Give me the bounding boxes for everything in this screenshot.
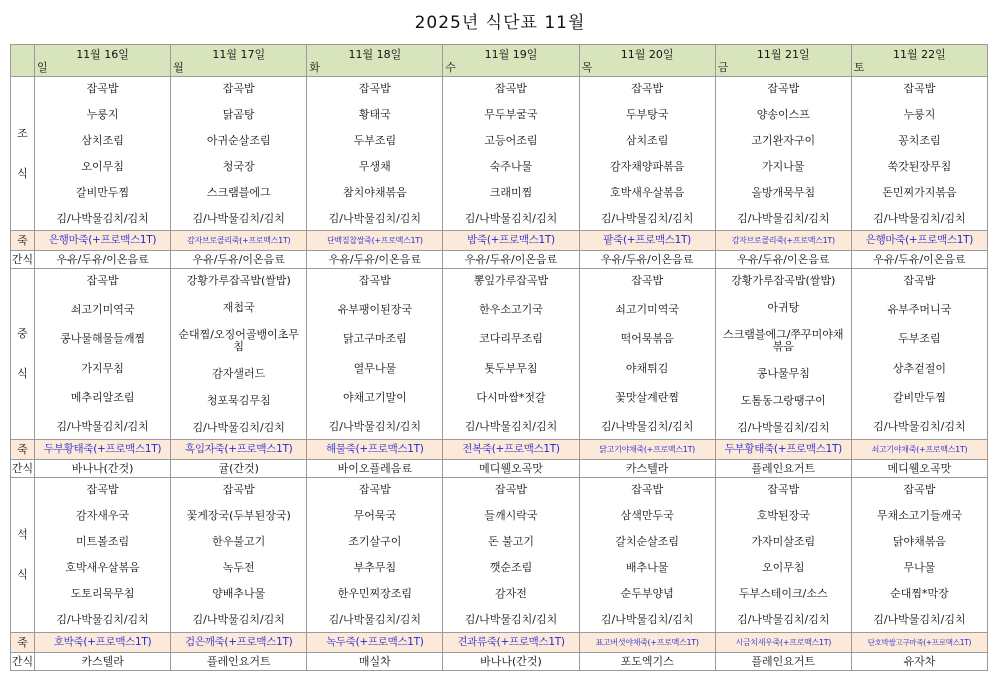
dish-item: 누룽지 — [86, 107, 119, 121]
day-header: 11월 21일 금 — [715, 45, 851, 77]
dish-item: 잡곡밥 — [631, 482, 664, 496]
dish-item: 김/나박물김치/김치 — [600, 420, 694, 434]
porridge-cell: 녹두죽(+프로맥스1T) — [307, 633, 443, 653]
snack-cell: 포도엑기스 — [579, 653, 715, 671]
dish-item: 가자미살조림 — [751, 534, 816, 548]
dinner-cell — [443, 478, 579, 633]
header-corner — [11, 45, 35, 77]
dish-item: 스크램블에그/쭈꾸미야채볶음 — [722, 327, 844, 353]
dish-item: 청국장 — [222, 159, 255, 173]
dish-list — [716, 481, 851, 630]
dish-item: 배추나물 — [625, 561, 669, 575]
dish-item: 무채소고기들깨국 — [876, 508, 962, 522]
breakfast-snack-row — [11, 251, 988, 269]
dish-list — [443, 80, 578, 228]
dish-item: 삼치조림 — [81, 133, 124, 147]
dish-item: 아귀탕 — [767, 300, 800, 314]
dish-item: 잡곡밥 — [358, 81, 391, 95]
dish-item: 김/나박물김치/김치 — [192, 211, 285, 225]
dish-list — [35, 272, 170, 437]
dish-item: 잡곡밥 — [495, 81, 527, 95]
dish-item: 올방개묵무침 — [751, 185, 816, 199]
snack-cell: 카스텔라 — [35, 653, 171, 671]
dish-item: 잡곡밥 — [903, 482, 936, 496]
dish-item: 순대찜*막장 — [890, 587, 949, 601]
page-title: 2025년 식단표 11월 — [414, 13, 586, 33]
lunch-cell — [171, 269, 307, 440]
dish-item: 김/나박물김치/김치 — [464, 211, 558, 225]
dish-list — [580, 272, 715, 437]
snack-cell: 매실차 — [307, 653, 443, 671]
porridge-cell: 호박죽(+프로맥스1T) — [35, 633, 171, 653]
dish-item: 갈비만두찜 — [892, 391, 946, 405]
dish-item: 두부조림 — [898, 332, 941, 346]
porridge-cell: 흑임자죽(+프로맥스1T) — [171, 440, 307, 460]
dish-list — [852, 272, 987, 437]
porridge-cell: 표고버섯야채죽(+프로맥스1T) — [579, 633, 715, 653]
dish-item: 잡곡밥 — [222, 81, 255, 95]
dinner-porridge-row — [11, 633, 988, 653]
dish-item: 김/나박물김치/김치 — [737, 613, 830, 627]
dish-list — [716, 80, 851, 228]
porridge-cell: 단백질찹쌀죽(+프로맥스1T) — [307, 231, 443, 251]
porridge-cell: 은행마죽(+프로맥스1T) — [851, 231, 987, 251]
dish-list — [852, 80, 987, 228]
snack-cell: 우유/두유/이온음료 — [579, 251, 715, 269]
snack-cell: 플레인요거트 — [715, 460, 851, 478]
snack-label: 간식 — [11, 460, 35, 478]
snack-cell: 플레인요거트 — [171, 653, 307, 671]
dish-item: 무어묵국 — [353, 508, 397, 522]
dish-item: 메추리알조림 — [70, 391, 135, 405]
dish-item: 누룽지 — [903, 107, 936, 121]
breakfast-row — [11, 77, 988, 231]
dish-item: 감자전 — [495, 587, 527, 601]
dish-list — [35, 80, 170, 228]
dish-item: 부추무침 — [353, 561, 397, 575]
dish-item: 가지무침 — [81, 361, 124, 375]
porridge-cell: 전복죽(+프로맥스1T) — [443, 440, 579, 460]
dish-list — [35, 481, 170, 630]
dish-item: 김/나박물김치/김치 — [464, 420, 558, 434]
snack-cell: 메디웰오곡맛 — [851, 460, 987, 478]
dish-item: 김/나박물김치/김치 — [737, 420, 830, 434]
dish-item: 미트볼조림 — [76, 534, 130, 548]
dish-item: 가지나물 — [762, 159, 805, 173]
dish-item: 강황가루잡곡밥(쌀밥) — [186, 273, 291, 287]
dish-item: 잡곡밥 — [358, 273, 391, 287]
dish-item: 김/나박물김치/김치 — [873, 613, 966, 627]
dish-item: 삼치조림 — [625, 133, 669, 147]
dish-item: 잡곡밥 — [903, 273, 936, 287]
dish-item: 김/나박물김치/김치 — [737, 211, 830, 225]
porridge-cell: 두부황태죽(+프로맥스1T) — [715, 440, 851, 460]
porridge-cell: 단호박쌀고구마죽(+프로맥스1T) — [851, 633, 987, 653]
dish-item: 감자샐러드 — [212, 366, 266, 380]
dish-item: 스크램블에그 — [206, 185, 271, 199]
dish-item: 도톰동그랑땡구이 — [740, 393, 826, 407]
dish-item: 꽁치조림 — [898, 133, 941, 147]
breakfast-cell — [443, 77, 579, 231]
breakfast-cell — [579, 77, 715, 231]
dish-list — [307, 481, 442, 630]
dish-list — [307, 80, 442, 228]
dish-item: 깻순조림 — [489, 561, 533, 575]
dish-item: 감자채양파볶음 — [609, 159, 685, 173]
dish-item: 꽃게장국(두부된장국) — [186, 508, 291, 522]
dish-item: 잡곡밥 — [767, 81, 800, 95]
dish-item: 황태국 — [358, 107, 391, 121]
snack-cell: 바나나(간것) — [443, 653, 579, 671]
dish-item: 쇠고기미역국 — [70, 302, 135, 316]
dish-item: 순대찜/오징어골뱅이초무침 — [178, 327, 299, 353]
dish-item: 닭곰탕 — [222, 107, 255, 121]
snack-cell: 귤(간것) — [171, 460, 307, 478]
dish-item: 갈치순살조림 — [615, 534, 680, 548]
snack-cell: 바이오플레음료 — [307, 460, 443, 478]
breakfast-cell — [171, 77, 307, 231]
dish-item: 호박된장국 — [756, 508, 810, 522]
lunch-cell — [35, 269, 171, 440]
dish-list — [443, 272, 578, 437]
porridge-label: 죽 — [11, 231, 35, 251]
snack-cell: 바나나(간것) — [35, 460, 171, 478]
dish-item: 유부주머니국 — [887, 302, 952, 316]
dinner-cell — [715, 478, 851, 633]
day-header: 11월 17일 월 — [171, 45, 307, 77]
dish-list — [307, 272, 442, 437]
dish-item: 콩나물해물들깨찜 — [60, 332, 146, 346]
dish-list — [580, 80, 715, 228]
dish-item: 오이무침 — [81, 159, 124, 173]
dish-item: 크래미찜 — [489, 185, 533, 199]
dinner-cell — [171, 478, 307, 633]
breakfast-cell — [715, 77, 851, 231]
breakfast-label: 조 식 — [11, 77, 35, 231]
dish-item: 쇠고기미역국 — [615, 302, 680, 316]
dish-item: 무두부굴국 — [484, 107, 538, 121]
dinner-cell — [579, 478, 715, 633]
dinner-cell — [307, 478, 443, 633]
snack-cell: 우유/두유/이온음료 — [35, 251, 171, 269]
dish-item: 야채튀김 — [625, 361, 669, 375]
dish-item: 오이무침 — [762, 561, 805, 575]
dish-item: 김/나박물김치/김치 — [328, 211, 422, 225]
dish-item: 돈민찌가지볶음 — [882, 185, 957, 199]
dish-item: 다시마쌈*젓갈 — [476, 391, 546, 405]
dinner-row — [11, 478, 988, 633]
dish-item: 고등어조림 — [484, 133, 538, 147]
breakfast-cell — [851, 77, 987, 231]
dish-item: 감자새우국 — [76, 508, 130, 522]
dish-item: 조기살구이 — [348, 534, 402, 548]
dish-item: 재첩국 — [222, 300, 255, 314]
dish-item: 김/나박물김치/김치 — [56, 420, 149, 434]
snack-cell: 우유/두유/이온음료 — [171, 251, 307, 269]
snack-cell: 우유/두유/이온음료 — [715, 251, 851, 269]
dish-item: 김/나박물김치/김치 — [873, 420, 966, 434]
day-header: 11월 19일 수 — [443, 45, 579, 77]
dish-item: 김/나박물김치/김치 — [56, 613, 149, 627]
dish-item: 돈 불고기 — [487, 534, 534, 548]
dish-item: 톳두부무침 — [484, 361, 538, 375]
dish-item: 코다리무조림 — [479, 332, 543, 346]
dish-item: 김/나박물김치/김치 — [600, 613, 694, 627]
dish-item: 잡곡밥 — [86, 482, 119, 496]
porridge-cell: 팥죽(+프로맥스1T) — [579, 231, 715, 251]
lunch-cell — [851, 269, 987, 440]
dish-item: 한우소고기국 — [479, 302, 543, 316]
snack-cell: 유자차 — [851, 653, 987, 671]
dish-item: 한우불고기 — [212, 534, 266, 548]
dish-item: 양송이스프 — [756, 107, 810, 121]
snack-cell: 플레인요거트 — [715, 653, 851, 671]
lunch-cell — [579, 269, 715, 440]
dish-item: 떡어묵볶음 — [620, 332, 674, 346]
porridge-cell: 두부황태죽(+프로맥스1T) — [35, 440, 171, 460]
dinner-label: 석 식 — [11, 478, 35, 633]
dish-list — [171, 481, 306, 630]
dish-item: 잡곡밥 — [495, 482, 527, 496]
day-header: 11월 22일 토 — [851, 45, 987, 77]
dish-item: 숙주나물 — [489, 159, 533, 173]
dish-list — [443, 481, 578, 630]
lunch-row — [11, 269, 988, 440]
dish-item: 잡곡밥 — [767, 482, 800, 496]
dish-item: 호박새우살볶음 — [609, 185, 685, 199]
header-row — [11, 45, 988, 77]
dish-item: 김/나박물김치/김치 — [192, 613, 285, 627]
dish-item: 들깨시락국 — [484, 508, 538, 522]
dish-item: 무생채 — [358, 159, 391, 173]
dish-item: 두부스테이크/소스 — [738, 587, 828, 601]
snack-cell: 우유/두유/이온음료 — [443, 251, 579, 269]
dish-item: 콩나물무침 — [756, 366, 810, 380]
day-header: 11월 18일 화 — [307, 45, 443, 77]
dish-item: 갈비만두찜 — [76, 185, 130, 199]
porridge-cell: 쇠고기야채죽(+프로맥스1T) — [851, 440, 987, 460]
snack-cell: 카스텔라 — [579, 460, 715, 478]
dish-item: 청포묵김무침 — [206, 393, 271, 407]
porridge-cell: 시금치새우죽(+프로맥스1T) — [715, 633, 851, 653]
dish-list — [171, 272, 306, 437]
porridge-cell: 닭고기야채죽(+프로맥스1T) — [579, 440, 715, 460]
dish-item: 잡곡밥 — [86, 81, 119, 95]
porridge-label: 죽 — [11, 633, 35, 653]
porridge-cell: 밤죽(+프로맥스1T) — [443, 231, 579, 251]
breakfast-cell — [35, 77, 171, 231]
snack-cell: 우유/두유/이온음료 — [851, 251, 987, 269]
snack-cell: 우유/두유/이온음료 — [307, 251, 443, 269]
lunch-cell — [443, 269, 579, 440]
dinner-cell — [35, 478, 171, 633]
dish-item: 잡곡밥 — [631, 273, 664, 287]
dish-item: 삼색만두국 — [620, 508, 674, 522]
lunch-cell — [307, 269, 443, 440]
dish-item: 양배추나물 — [212, 587, 266, 601]
lunch-cell — [715, 269, 851, 440]
snack-label: 간식 — [11, 653, 35, 671]
dish-item: 야채고기말이 — [342, 391, 407, 405]
dish-item: 잡곡밥 — [631, 81, 664, 95]
dish-item: 무나물 — [903, 561, 936, 575]
porridge-cell: 감자브로콜리죽(+프로맥스1T) — [715, 231, 851, 251]
lunch-porridge-row — [11, 440, 988, 460]
dish-item: 열무나물 — [353, 361, 397, 375]
dish-item: 잡곡밥 — [358, 482, 391, 496]
dish-item: 잡곡밥 — [86, 273, 119, 287]
breakfast-cell — [307, 77, 443, 231]
dish-item: 김/나박물김치/김치 — [328, 420, 422, 434]
dish-item: 김/나박물김치/김치 — [873, 211, 966, 225]
porridge-cell: 감자브로콜리죽(+프로맥스1T) — [171, 231, 307, 251]
day-header: 11월 16일 일 — [35, 45, 171, 77]
day-header: 11월 20일 목 — [579, 45, 715, 77]
porridge-cell: 해물죽(+프로맥스1T) — [307, 440, 443, 460]
dish-item: 꽃맛살계란찜 — [615, 391, 680, 405]
dish-item: 두부탕국 — [625, 107, 669, 121]
dish-list — [171, 80, 306, 228]
breakfast-porridge-row — [11, 231, 988, 251]
dish-item: 김/나박물김치/김치 — [464, 613, 558, 627]
dish-item: 호박새우살볶음 — [65, 561, 140, 575]
lunch-label: 중 식 — [11, 269, 35, 440]
dish-item: 유부팽이된장국 — [337, 302, 413, 316]
dish-item: 김/나박물김치/김치 — [328, 613, 422, 627]
dish-item: 두부조림 — [353, 133, 397, 147]
dish-item: 쑥갓된장무침 — [887, 159, 952, 173]
dish-item: 잡곡밥 — [222, 482, 255, 496]
dish-item: 닭고구마조림 — [342, 332, 407, 346]
snack-cell: 메디웰오곡맛 — [443, 460, 579, 478]
dish-item: 뽕잎가루잡곡밥 — [473, 273, 549, 287]
porridge-label: 죽 — [11, 440, 35, 460]
meal-table — [10, 44, 988, 671]
dish-list — [580, 481, 715, 630]
dish-item: 김/나박물김치/김치 — [192, 420, 285, 434]
dinner-snack-row — [11, 653, 988, 671]
dish-item: 강황가루잡곡밥(쌀밥) — [731, 273, 836, 287]
porridge-cell: 견과류죽(+프로맥스1T) — [443, 633, 579, 653]
dish-item: 상추겉절이 — [892, 361, 946, 375]
lunch-snack-row — [11, 460, 988, 478]
dinner-cell — [851, 478, 987, 633]
dish-item: 순두부양념 — [620, 587, 674, 601]
porridge-cell: 은행마죽(+프로맥스1T) — [35, 231, 171, 251]
dish-item: 녹두전 — [222, 561, 255, 575]
dish-item: 한우민찌장조림 — [337, 587, 413, 601]
porridge-cell: 검은깨죽(+프로맥스1T) — [171, 633, 307, 653]
snack-label: 간식 — [11, 251, 35, 269]
dish-item: 김/나박물김치/김치 — [600, 211, 694, 225]
dish-item: 닭야채볶음 — [892, 534, 946, 548]
dish-item: 잡곡밥 — [903, 81, 936, 95]
dish-list — [852, 481, 987, 630]
dish-item: 참치야채볶음 — [342, 185, 407, 199]
dish-list — [716, 272, 851, 437]
dish-item: 아귀순살조림 — [206, 133, 271, 147]
dish-item: 고기완자구이 — [751, 133, 816, 147]
dish-item: 도토리묵무침 — [70, 587, 135, 601]
dish-item: 김/나박물김치/김치 — [56, 211, 149, 225]
